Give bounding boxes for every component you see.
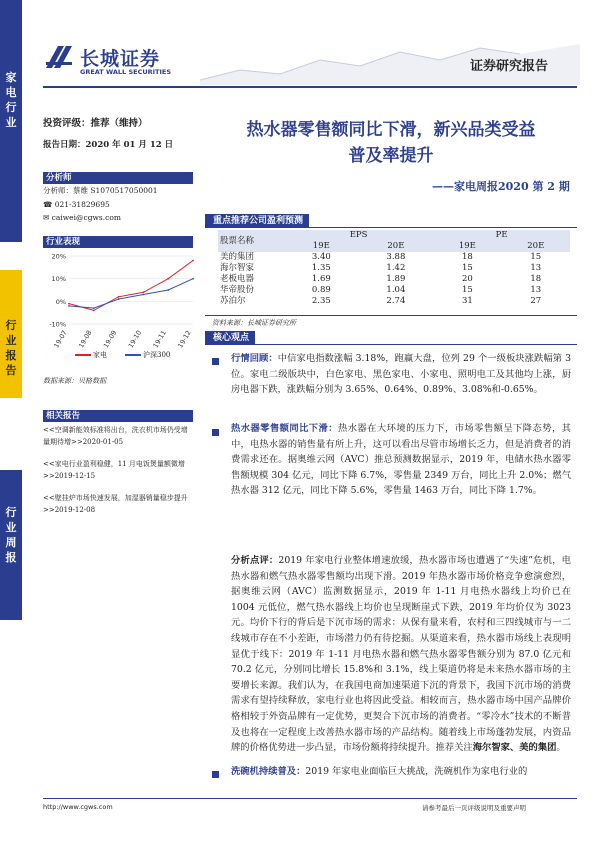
data-point <box>167 278 169 280</box>
data-point <box>118 296 120 298</box>
table-row <box>218 252 570 263</box>
report-title <box>205 117 577 169</box>
company-name-en: GREAT WALL SECURITIES <box>80 68 172 76</box>
cell: 海尔智家 <box>220 263 255 273</box>
legend-label-hs300: 沪深300 <box>143 351 171 359</box>
table-heading: 重点推荐公司盈利预测 <box>205 214 309 228</box>
data-point <box>167 289 169 291</box>
series-line <box>69 261 193 311</box>
legend-swatch-hs300 <box>125 354 141 356</box>
col-eps: EPS <box>284 230 433 241</box>
para-title: 行情回顾： <box>231 353 278 364</box>
footer-rule <box>43 798 577 799</box>
cell: 20 <box>461 274 473 284</box>
para-title: 分析点评： <box>231 555 279 566</box>
col-pe: PE <box>433 230 570 241</box>
cell: 2.35 <box>311 296 331 306</box>
report-type: 证券研究报告 <box>470 59 549 74</box>
cell: 3.88 <box>386 252 406 262</box>
paragraph-water-heater <box>231 421 571 499</box>
related-heading: 相关报告 <box>43 410 193 422</box>
cell: 0.89 <box>311 285 331 295</box>
cell: 老板电器 <box>220 274 255 284</box>
sidebar-bottom-label: 行业周报 <box>5 506 17 564</box>
para-text: 2019 年家电业面临巨大挑战，洗碗机作为家电行业的 <box>305 766 528 777</box>
company-name-cn: 长城证券 <box>80 48 161 70</box>
data-point <box>68 305 70 307</box>
cell: 苏泊尔 <box>220 296 246 306</box>
data-point <box>118 298 120 300</box>
table-row <box>218 263 570 274</box>
col-stock-name: 股票名称 <box>218 230 284 252</box>
legend-label-appliance: 家电 <box>93 351 107 359</box>
data-point <box>143 291 145 293</box>
report-date: 报告日期：2020 年 01 月 12 日 <box>43 140 174 150</box>
y-tick-label: 10% <box>51 275 66 284</box>
para-tail: 。 <box>556 742 566 754</box>
table-row <box>218 296 570 307</box>
earnings-table <box>218 230 570 307</box>
title-line-1: 热水器零售额同比下滑，新兴品类受益 <box>246 120 536 140</box>
sidebar-top-label: 家电行业 <box>5 71 17 129</box>
cell: 18 <box>461 252 473 262</box>
para-title: 洗碗机持续普及： <box>231 766 306 777</box>
paragraph-dishwasher <box>231 764 571 780</box>
data-point <box>143 294 145 296</box>
legend-swatch-appliance <box>75 354 91 356</box>
investment-rating: 投资评级：推荐（维持） <box>43 118 148 129</box>
table-source: 资料来源：长城证券研究所 <box>212 319 296 327</box>
cell: 1.35 <box>311 263 331 273</box>
bullet-icon <box>212 358 219 365</box>
x-tick-label: 19-07 <box>52 329 69 350</box>
performance-heading: 行业表现 <box>43 236 193 248</box>
analyst-heading: 分析师 <box>43 172 193 184</box>
x-tick-label: 19-10 <box>126 329 144 350</box>
y-tick-label: -10% <box>49 320 66 329</box>
title-line-2: 普及率提升 <box>348 146 434 166</box>
cell: 3.40 <box>311 252 331 262</box>
related-item-2[interactable]: <<家电行业盈利稳健，11 月电饭煲量额微增>>2019-12-15 <box>43 460 185 480</box>
cell: 1.42 <box>386 263 406 273</box>
footer-notice: 请参考最后一页评级说明及重要声明 <box>422 804 526 812</box>
series-line <box>69 279 193 308</box>
cell: 15 <box>530 252 542 262</box>
performance-chart <box>43 250 200 375</box>
cell: 华帝股份 <box>220 285 255 295</box>
table-bottom-rule <box>205 315 577 316</box>
company-logo-icon <box>44 42 74 72</box>
analyst-email: ✉ caiwei@cgws.com <box>43 213 121 222</box>
cell: 15 <box>461 285 473 295</box>
cell: 27 <box>530 296 542 306</box>
paragraph-market-review <box>231 351 571 398</box>
core-top-rule <box>205 344 577 345</box>
para-text: 2019 年家电行业整体增速放缓，热水器市场也遭遇了“失速”危机，电热水器和燃气热水器零售额均出现下滑。2019 年热水器市场价格竞争愈演愈烈，据奥维云网（AVC）监测数据显示，2019 年 1-11 月电热水器线上均价已在 1004 元低位，燃气热水器线上均价也呈现断崖式下跌，2019 年均价仅为 3023 元。均价下行的背后是下沉市场的需求：从保有量来看，农村和三四线城市与一二线城市存在不小差距，市场潜力仍有待挖掘。从渠道来看，热水器市场线上表现明显优于线下：2019 年 1-11 月电热水器和燃气热水器零售额分别为 87.0 亿元和 70.2 亿元，分别同比增长 15.8%和 3.1%，线上渠道仍将是未来热水器市场的主要增长来源。我们认为，在我国电商加速渠道下沉的背景下，我国下沉市场的消费需求有望持续释放，家电行业也将因此受益。相较而言，热水器市场中国产品牌价格相较于外资品牌有一定优势，更契合下沉市场的消费者。“零冷水”技术的不断普及也将在一定程度上改善热水器市场的产品结构。随着线上市场蓬勃发展，内资品牌的价格优势进一步凸显，市场份额将持续提升。推荐关注 <box>231 555 571 754</box>
para-title: 热水器零售额同比下滑： <box>231 423 338 434</box>
col-year: 19E <box>433 241 501 252</box>
para-text: 中信家电指数涨幅 3.18%，跑赢大盘，位列 29 个一级板块涨跌幅第 3 位。家电二级版块中，白色家电、黑色家电、小家电、照明电工及其他均上涨，厨房电器下跌，涨跌幅分别为 3.65%、0.64%、0.89%、3.08%和-0.65%。 <box>231 353 571 396</box>
y-tick-label: 20% <box>51 252 66 261</box>
cell: 15 <box>461 263 473 273</box>
x-tick-label: 19-08 <box>77 329 94 350</box>
data-point <box>192 278 194 280</box>
x-tick-label: 19-11 <box>151 329 168 350</box>
data-point <box>93 310 95 312</box>
data-point <box>192 260 194 262</box>
para-highlight: 海尔智家、美的集团 <box>472 742 557 754</box>
cell: 1.69 <box>311 274 331 284</box>
table-row <box>218 285 570 296</box>
bullet-icon <box>212 429 219 436</box>
related-item-3[interactable]: <<壁挂炉市场快速发展，加湿器销量稳步提升>>2019-12-08 <box>43 494 188 514</box>
cell: 1.04 <box>386 285 406 295</box>
para-text: 热水器在大环境的压力下，市场零售额呈下降态势，其中，电热水器的销售量有所上升，这可以看出尽管市场增长乏力，但是消费者的消费需求还在。据奥维云网（AVC）推总预测数据显示，2019 年，电储水热水器零售额规模 304 亿元，同比下降 6.7%，零售量 2349 万台，同比上升 2.0%；燃气热水器 312 亿元，同比下降 5.6%，零售量 1463 万台，同比下降 1.7%。 <box>231 423 571 497</box>
related-item-1[interactable]: <<空调新能效标准将出台，洗衣机市场仍受增量期待增>>2020-01-05 <box>43 426 188 446</box>
y-tick-label: 0% <box>55 297 66 306</box>
table-row <box>218 274 570 285</box>
data-point <box>93 307 95 309</box>
core-heading: 核心观点 <box>205 331 255 345</box>
report-subtitle: ——家电周报2020 第 2 期 <box>432 180 570 193</box>
col-year: 20E <box>502 241 570 252</box>
x-tick-label: 19-09 <box>101 329 119 350</box>
cell: 美的集团 <box>220 252 255 262</box>
cell: 1.89 <box>386 274 406 284</box>
cell: 13 <box>530 285 542 295</box>
bullet-icon <box>212 771 219 778</box>
header-rule <box>43 86 577 88</box>
col-year: 20E <box>359 241 434 252</box>
footer-url[interactable]: http://www.cgws.com <box>43 803 113 811</box>
cell: 18 <box>530 274 542 284</box>
paragraph-analysis <box>231 553 571 756</box>
sidebar-mid-label: 行业报告 <box>5 319 17 377</box>
col-year: 19E <box>284 241 359 252</box>
x-tick-label: 19-12 <box>176 329 193 350</box>
analyst-phone: ☎ 021-31829695 <box>43 200 110 209</box>
cell: 31 <box>461 296 473 306</box>
analyst-name: 分析师：蔡维 S1070517050001 <box>43 186 158 195</box>
chart-source: 数据来源：贝格数据 <box>43 377 106 385</box>
cell: 13 <box>530 263 542 273</box>
data-point <box>68 303 70 305</box>
table-header-row <box>218 230 570 241</box>
cell: 2.74 <box>386 296 406 306</box>
